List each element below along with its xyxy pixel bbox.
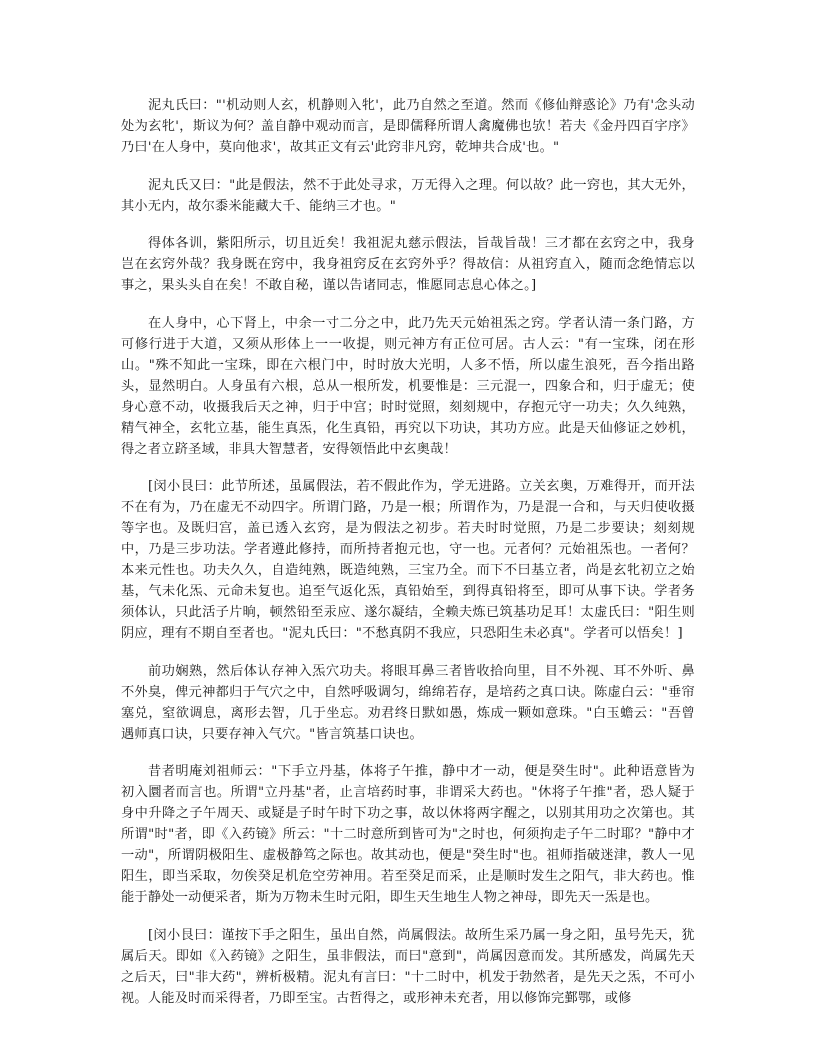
paragraph-5: [闵小艮曰：此节所述，虽属假法，若不假此作为，学无进路。立关玄奥，万难得开，而开法不在有为，乃在虚无不动四字。所谓门路，乃是一根；所谓作为，乃是混一合和，与天归使收摄等字也。及既归宫，盖已透入玄窍，是为假法之初步。若夫时时觉照，乃是二步要诀；刻刻规中，乃是三步功法。学者遵此修持，而所持者抱元也，守一也。元者何？元始祖炁也。一者何？本来元性也。功夫久久，自造纯熟，既造纯熟，三宝乃全。而下不曰基立者，尚是玄牝初立之始基，气未化炁、元命未复也。追至气返化炁，真铅始至，到得真铅将至，即可从事下诀。学者务须体认，只此活子片晌，顿然铅至汞应、遂尔凝结，全赖夫炼已筑基功足耳！太虚氏曰："阳生则阴应，理有不期自至者也。"泥丸氏曰："不愁真阴不我应，只恐阳生未必真"。学者可以悟矣！] — [121, 479, 695, 641]
paragraph-2: 泥丸氏又曰："此是假法，然不于此处寻求，万无得入之理。何以故？此一窍也，其大无外，其小无内，故尔黍米能藏大千、能纳三才也。" — [121, 177, 695, 214]
paragraph-7: 昔者明庵刘祖师云："下手立丹基，体将子午推，静中才一动，便是癸生时"。此种语意皆为初入圜者而言也。所谓"立丹基"者，止言培药时事，非谓采大药也。"休将子午推"者，恐人疑于身中升降之子午周天、或疑是子时午时下功之事，故以休将两字醒之，以别其用功之次第也。其所谓"时"者，即《入药镜》所云："十二时意所到皆可为"之时也，何须拘走子午二时耶？"静中才一动"，所谓阴极阳生、虚极静笃之际也。故其动也，便是"癸生时"也。祖师指破迷津，教人一见阳生，即当采取，勿俟癸足机危空劳神用。若至癸足而采，止是顺时发生之阳气，非大药也。惟能于静处一动便采者，斯为万物未生时元阳，即生天生地生人物之神母，即先天一炁是也。 — [121, 764, 695, 905]
paragraph-6: 前功娴熟，然后体认存神入炁穴功夫。将眼耳鼻三者皆收拾向里，目不外视、耳不外听、鼻不外臭，俾元神都归于气穴之中，自然呼吸调匀，绵绵若存，是培药之真口诀。陈虚白云："垂帘塞兑，窒欲调息，离形去智，几于坐忘。劝君终日默如愚，炼成一颗如意珠。"白玉蟾云："吾曾遇师真口诀，只要存神入气穴。"皆言筑基口诀也。 — [121, 663, 695, 742]
paragraph-3: 得体各训，紫阳所示，切且近矣！我祖泥丸慈示假法，旨哉旨哉！三才都在玄窍之中，我身岂在玄窍外哉？我身既在窍中，我身祖窍反在玄窍外乎？得故信：从祖窍直入，随而念绝情忘以事之，果头头自在矣！不敢自秘，谨以告诸同志，惟愿同志息心体之。] — [121, 236, 695, 293]
paragraph-4: 在人身中，心下肾上，中余一寸二分之中，此乃先天元始祖炁之窍。学者认清一条门路，方可修行进于大道，又须从形体上一一收提，则元神方有正位可居。古人云："有一宝珠，闭在形山。"殊不知此一宝珠，即在六根门中，时时放大光明，人多不悟，所以虚生浪死，吾今指出路头，显然明白。人身虽有六根，总从一根所发，机要惟是：三元混一，四象合和，归于虚无；使身心意不动，收摄我后天之神，归于中宫；时时觉照，刻刻规中，存抱元守一功夫；久久纯熟，精气神全，玄牝立基，能生真炁，化生真铅，再究以下功诀，其功方应。此是天仙修证之妙机，得之者立跻圣域，非具大智慧者，安得领悟此中玄奥哉！ — [121, 315, 695, 457]
paragraph-8: [闵小艮曰：谨按下手之阳生，虽出自然，尚属假法。故所生采乃属一身之阳，虽号先天，犹属后天。即如《入药镜》之阳生，虽非假法，而曰"意到"，尚属因意而发。其所感发，尚属先天之后天，曰"非大药"，辨析极精。泥丸有言曰："十二时中，机发于勃然者，是先天之炁，不可小视。人能及时而采得者，乃即至宝。古哲得之，或形神未充者，用以修饰完鄞鄂，或修 — [121, 927, 695, 1006]
paragraph-1: 泥丸氏曰："'机动则人玄，机静则入牝'，此乃自然之至道。然而《修仙辩惑论》乃有'念头动处为玄牝'，斯议为何？盖自静中观动而言，是即儒释所谓人禽魔佛也欤！若夫《金丹四百字序》乃曰'在人身中，莫向他求'，故其正文有云'此窍非凡窍，乾坤共合成'也。" — [121, 98, 695, 155]
document-page — [121, 95, 695, 1025]
